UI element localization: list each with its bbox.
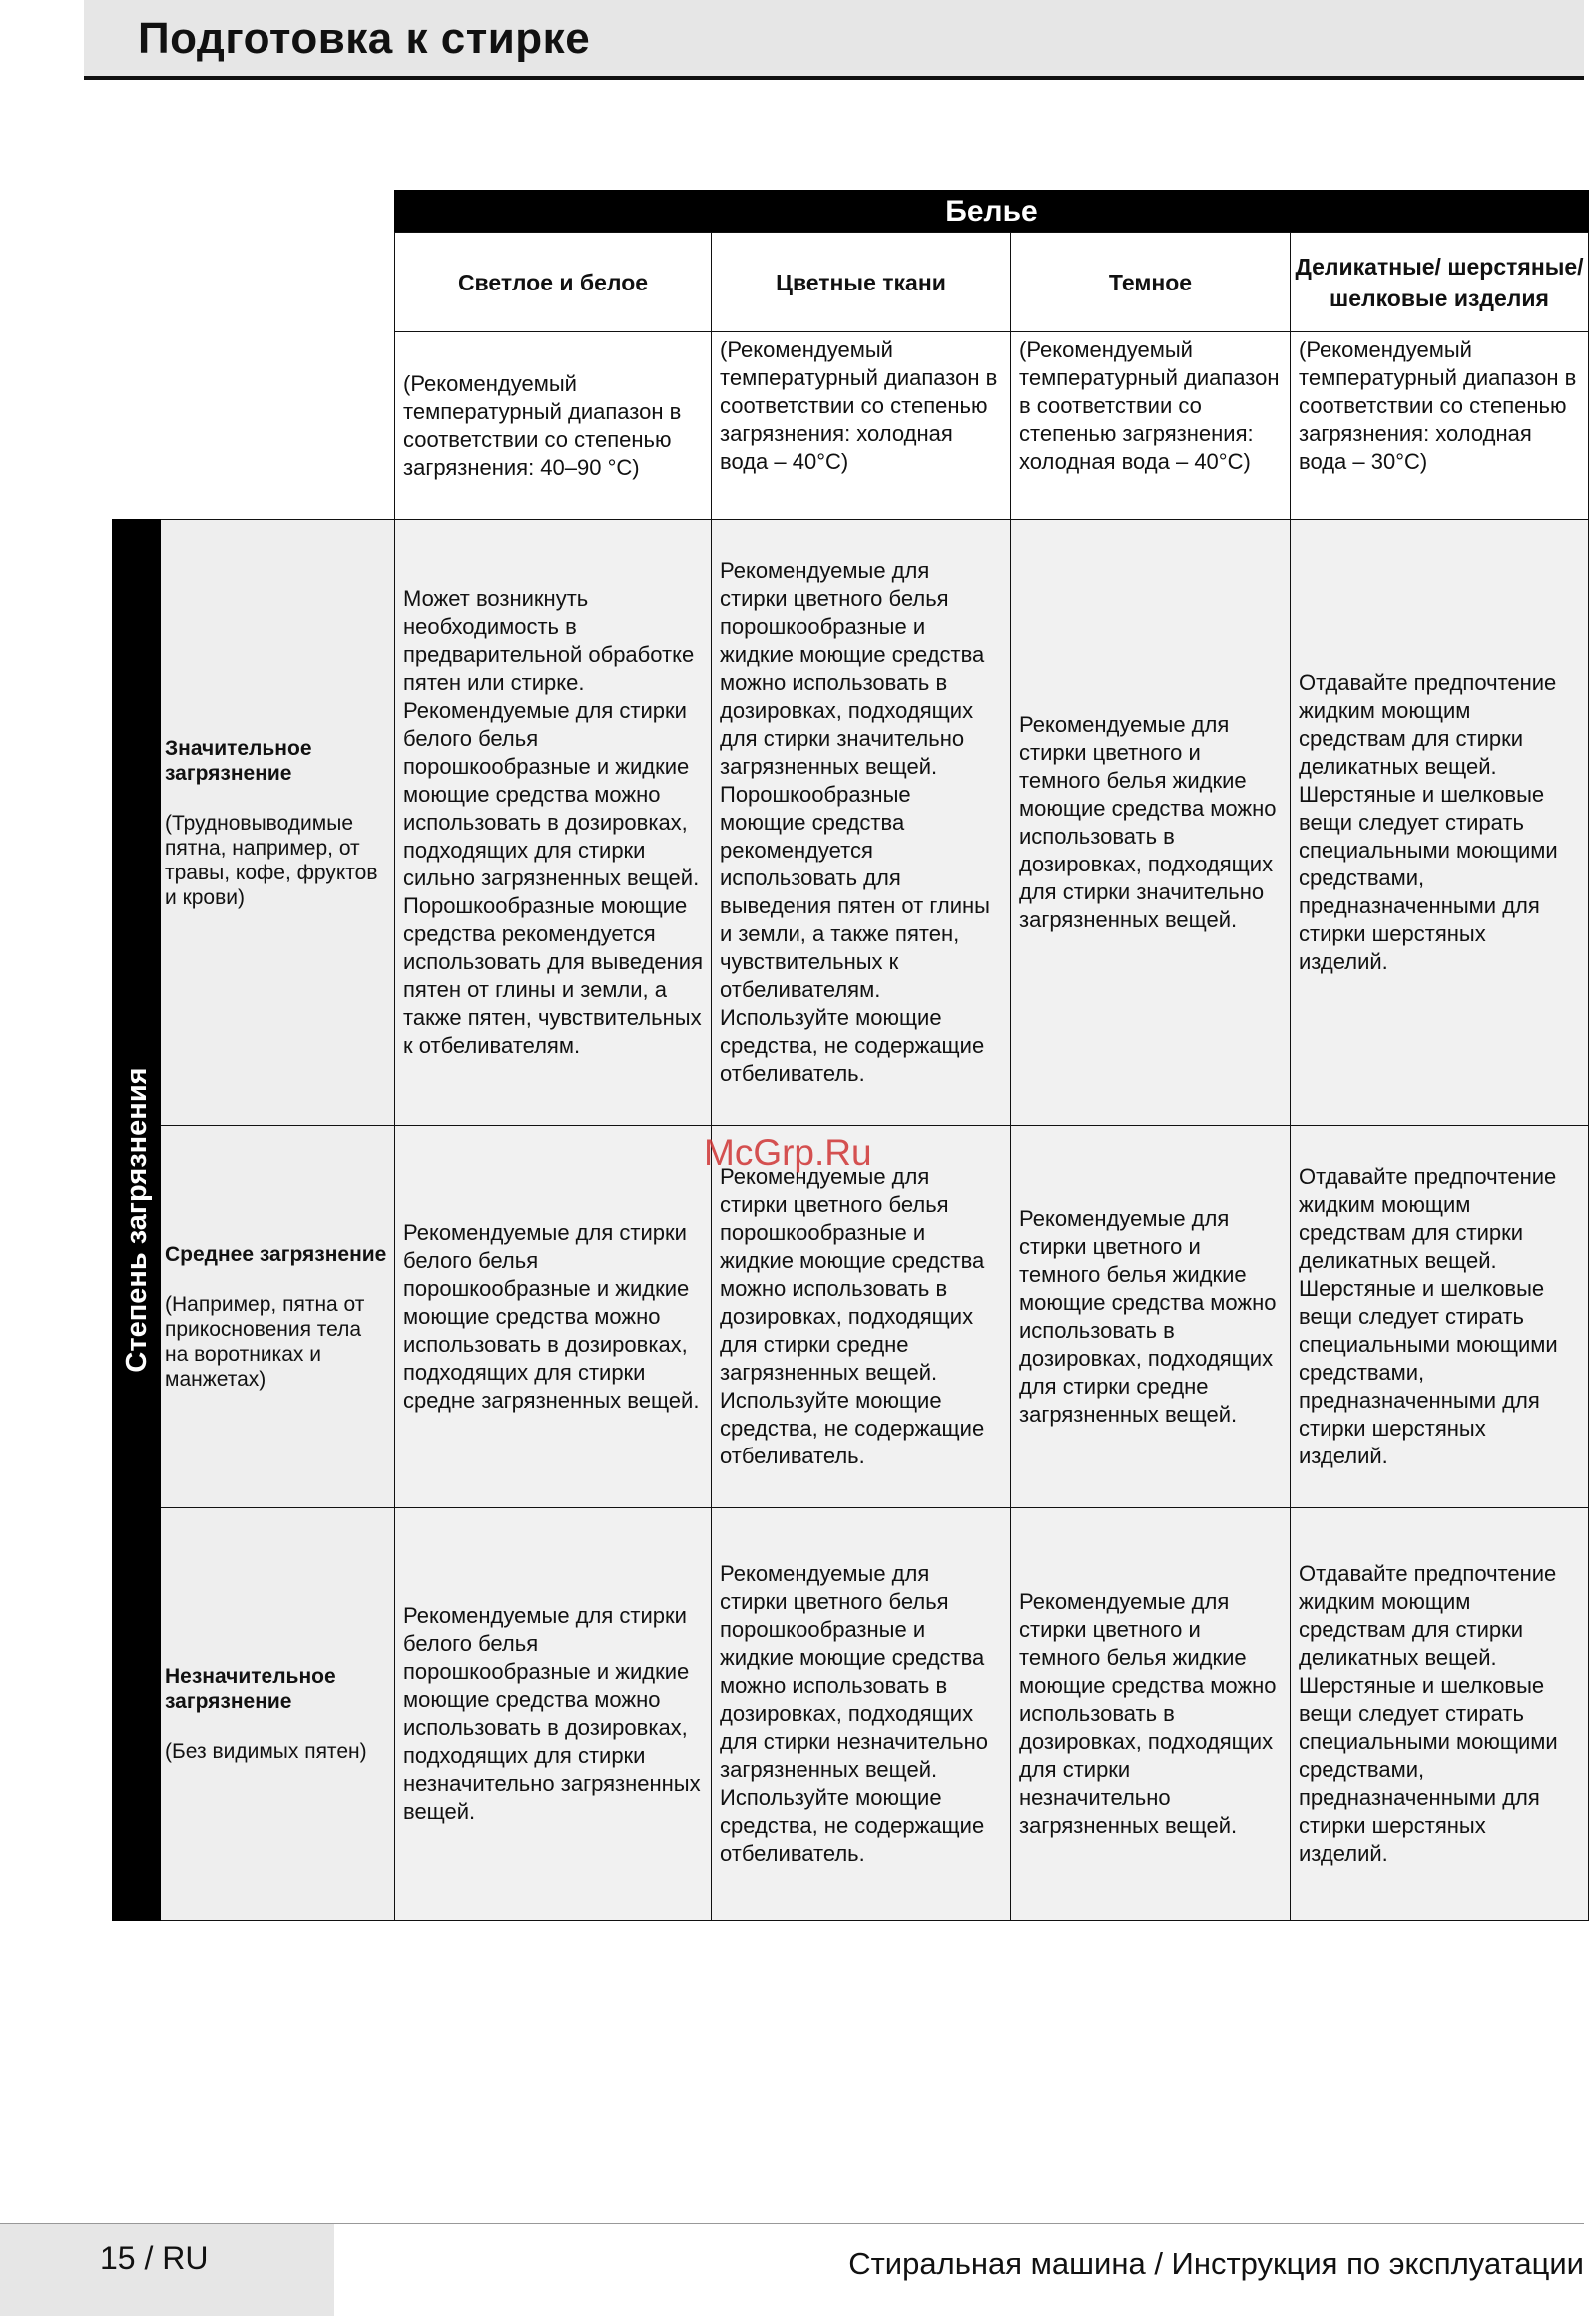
table-cell: Может возникнуть необходимость в предварительной обработке пятен или стирке. Рекомендуемые для стирки белого белья порошкообразные и жидкие моющие средства можно использовать в дозировках, подходящих для стирки сильно загрязненных вещей. Порошкообразные моющие средства рекомендуется использовать для выведения пятен от глины и земли, а также пятен, чувствительных к отбеливателям. <box>394 519 712 1126</box>
row-title: Значительное загрязнение <box>165 736 312 785</box>
column-header-light-white: Светлое и белое <box>394 232 712 332</box>
row-header-light <box>160 1507 395 1921</box>
table-cell: Отдавайте предпочтение жидким моющим средствам для стирки деликатных вещей. Шерстяные и шелковые вещи следует стирать специальными моющими средствами, предназначенными для стирки шерстяных изделий. <box>1290 519 1589 1126</box>
row-note: (Например, пятна от прикосновения тела на воротниках и манжетах) <box>165 1293 365 1391</box>
table-cell: Рекомендуемые для стирки цветного и темного белья жидкие моющие средства можно использовать в дозировках, подходящих для стирки незначительно загрязненных вещей. <box>1010 1507 1291 1921</box>
row-header-heavy <box>160 519 395 1126</box>
watermark: McGrp.Ru <box>704 1132 872 1173</box>
page-number: 15 / RU <box>100 2240 209 2276</box>
soiling-level-side-label <box>112 519 161 1921</box>
footer-doc-title: Стиральная машина / Инструкция по эксплуатации <box>848 2246 1584 2281</box>
table-cell: Отдавайте предпочтение жидким моющим средствам для стирки деликатных вещей. Шерстяные и шелковые вещи следует стирать специальными моющими средствами, предназначенными для стирки шерстяных изделий. <box>1290 1125 1589 1508</box>
table-cell: Отдавайте предпочтение жидким моющим средствам для стирки деликатных вещей. Шерстяные и шелковые вещи следует стирать специальными моющими средствами, предназначенными для стирки шерстяных изделий. <box>1290 1507 1589 1921</box>
column-header-colored: Цветные ткани <box>711 232 1011 332</box>
table-cell: Рекомендуемые для стирки цветного и темного белья жидкие моющие средства можно использовать в дозировках, подходящих для стирки средне загрязненных вещей. <box>1010 1125 1291 1508</box>
temp-range-colored: (Рекомендуемый температурный диапазон в соответствии со степенью загрязнения: холодная вода – 40°C) <box>711 331 1011 520</box>
side-label-text: Степень загрязнения <box>120 1067 153 1373</box>
temp-range-delicate: (Рекомендуемый температурный диапазон в соответствии со степенью загрязнения: холодная вода – 30°C) <box>1290 331 1589 520</box>
page-title: Подготовка к стирке <box>138 14 591 63</box>
row-note: (Трудновыводимые пятна, например, от травы, кофе, фруктов и крови) <box>165 811 378 909</box>
table-cell: Рекомендуемые для стирки цветного белья порошкообразные и жидкие моющие средства можно использовать в дозировках, подходящих для стирки незначительно загрязненных вещей. Используйте моющие средства, не содержащие отбеливатель. <box>711 1507 1011 1921</box>
table-cell: Рекомендуемые для стирки белого белья порошкообразные и жидкие моющие средства можно использовать в дозировках, подходящих для стирки незначительно загрязненных вещей. <box>394 1507 712 1921</box>
table-cell: Рекомендуемые для стирки цветного и темного белья жидкие моющие средства можно использовать в дозировках, подходящих для стирки значительно загрязненных вещей. <box>1010 519 1291 1126</box>
row-header-medium <box>160 1125 395 1508</box>
table-cell: Рекомендуемые для стирки белого белья порошкообразные и жидкие моющие средства можно использовать в дозировках, подходящих для стирки средне загрязненных вещей. <box>394 1125 712 1508</box>
table-cell: Рекомендуемые для стирки цветного белья порошкообразные и жидкие моющие средства можно использовать в дозировках, подходящих для стирки значительно загрязненных вещей. Порошкообразные моющие средства рекомендуется использовать для выведения пятен от глины и земли, а также пятен, чувствительных к отбеливателям. Используйте моющие средства, не содержащие отбеливатель. <box>711 519 1011 1126</box>
temp-range-light-white: (Рекомендуемый температурный диапазон в соответствии со степенью загрязнения: 40–90 °C) <box>394 331 712 520</box>
row-title: Незначительное загрязнение <box>165 1665 336 1713</box>
row-note: (Без видимых пятен) <box>165 1740 367 1763</box>
detergent-table <box>112 190 1588 1920</box>
row-title: Среднее загрязнение <box>165 1243 387 1266</box>
page-header <box>84 0 1584 80</box>
temp-range-dark: (Рекомендуемый температурный диапазон в соответствии со степенью загрязнения: холодная вода – 40°C) <box>1010 331 1291 520</box>
table-cell: Рекомендуемые для стирки цветного белья порошкообразные и жидкие моющие средства можно использовать в дозировках, подходящих для стирки средне загрязненных вещей. Используйте моющие средства, не содержащие отбеливатель. <box>711 1125 1011 1508</box>
table-band-title: Белье <box>394 190 1589 233</box>
table-corner-empty <box>112 190 394 519</box>
column-header-delicate: Деликатные/ шерстяные/шелковые изделия <box>1290 232 1589 332</box>
column-header-dark: Темное <box>1010 232 1291 332</box>
